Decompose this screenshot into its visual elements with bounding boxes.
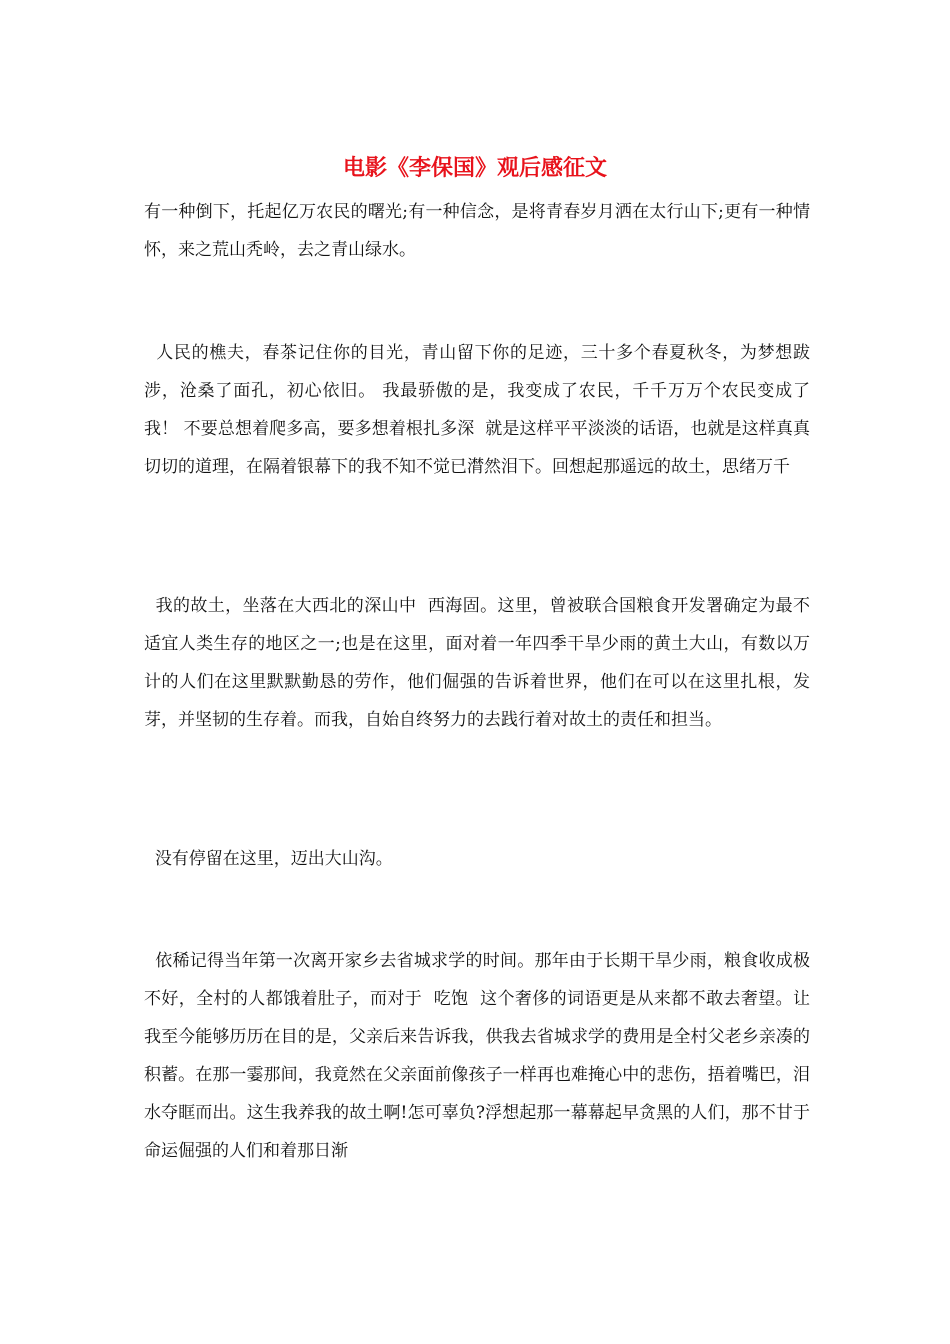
- document-title: 电影《李保国》观后感征文: [342, 155, 607, 181]
- paragraph-hometown: 我的故土，坐落在大西北的深山中 西海固。这里，曾被联合国粮食开发署确定为最不适宜人类生存的地区之一;也是在这里，面对着一年四季干旱少雨的黄土大山，有数以万计的人们在这里默默勤恳的劳作，他们倔强的告诉着世界，他们在可以在这里扎根，发芽，并坚韧的生存着。而我，自始自终努力的去践行着对故土的责任和担当。: [144, 596, 810, 730]
- paragraph-leaving: 没有停留在这里，迈出大山沟。: [144, 849, 393, 869]
- paragraph-intro: 有一种倒下，托起亿万农民的曙光;有一种信念，是将青春岁月洒在太行山下;更有一种情怀，来之荒山秃岭，去之青山绿水。: [144, 202, 810, 260]
- paragraph-memory: 依稀记得当年第一次离开家乡去省城求学的时间。那年由于长期干旱少雨，粮食收成极不好，全村的人都饿着肚子，而对于 吃饱 这个奢侈的词语更是从来都不敢去奢望。让我至今能够历历在目的是，父亲后来告诉我，供我去省城求学的费用是全村父老乡亲凑的积蓄。在那一霎那间，我竟然在父亲面前像孩子一样再也难掩心中的悲伤，捂着嘴巴，泪水夺眶而出。这生我养我的故土啊!怎可辜负?浮想起那一幕幕起早贪黑的人们，那不甘于命运倔强的人们和着那日渐: [144, 951, 810, 1161]
- paragraph-woodsman: 人民的樵夫，春茶记住你的目光，青山留下你的足迹，三十多个春夏秋冬，为梦想跋涉，沧桑了面孔，初心依旧。 我最骄傲的是，我变成了农民，千千万万个农民变成了我！ 不要总想着爬多高，要多想着根扎多深 就是这样平平淡淡的话语，也就是这样真真切切的道理，在隔着银幕下的我不知不觉已潸然泪下。回想起那遥远的故土，思绪万千: [144, 343, 810, 477]
